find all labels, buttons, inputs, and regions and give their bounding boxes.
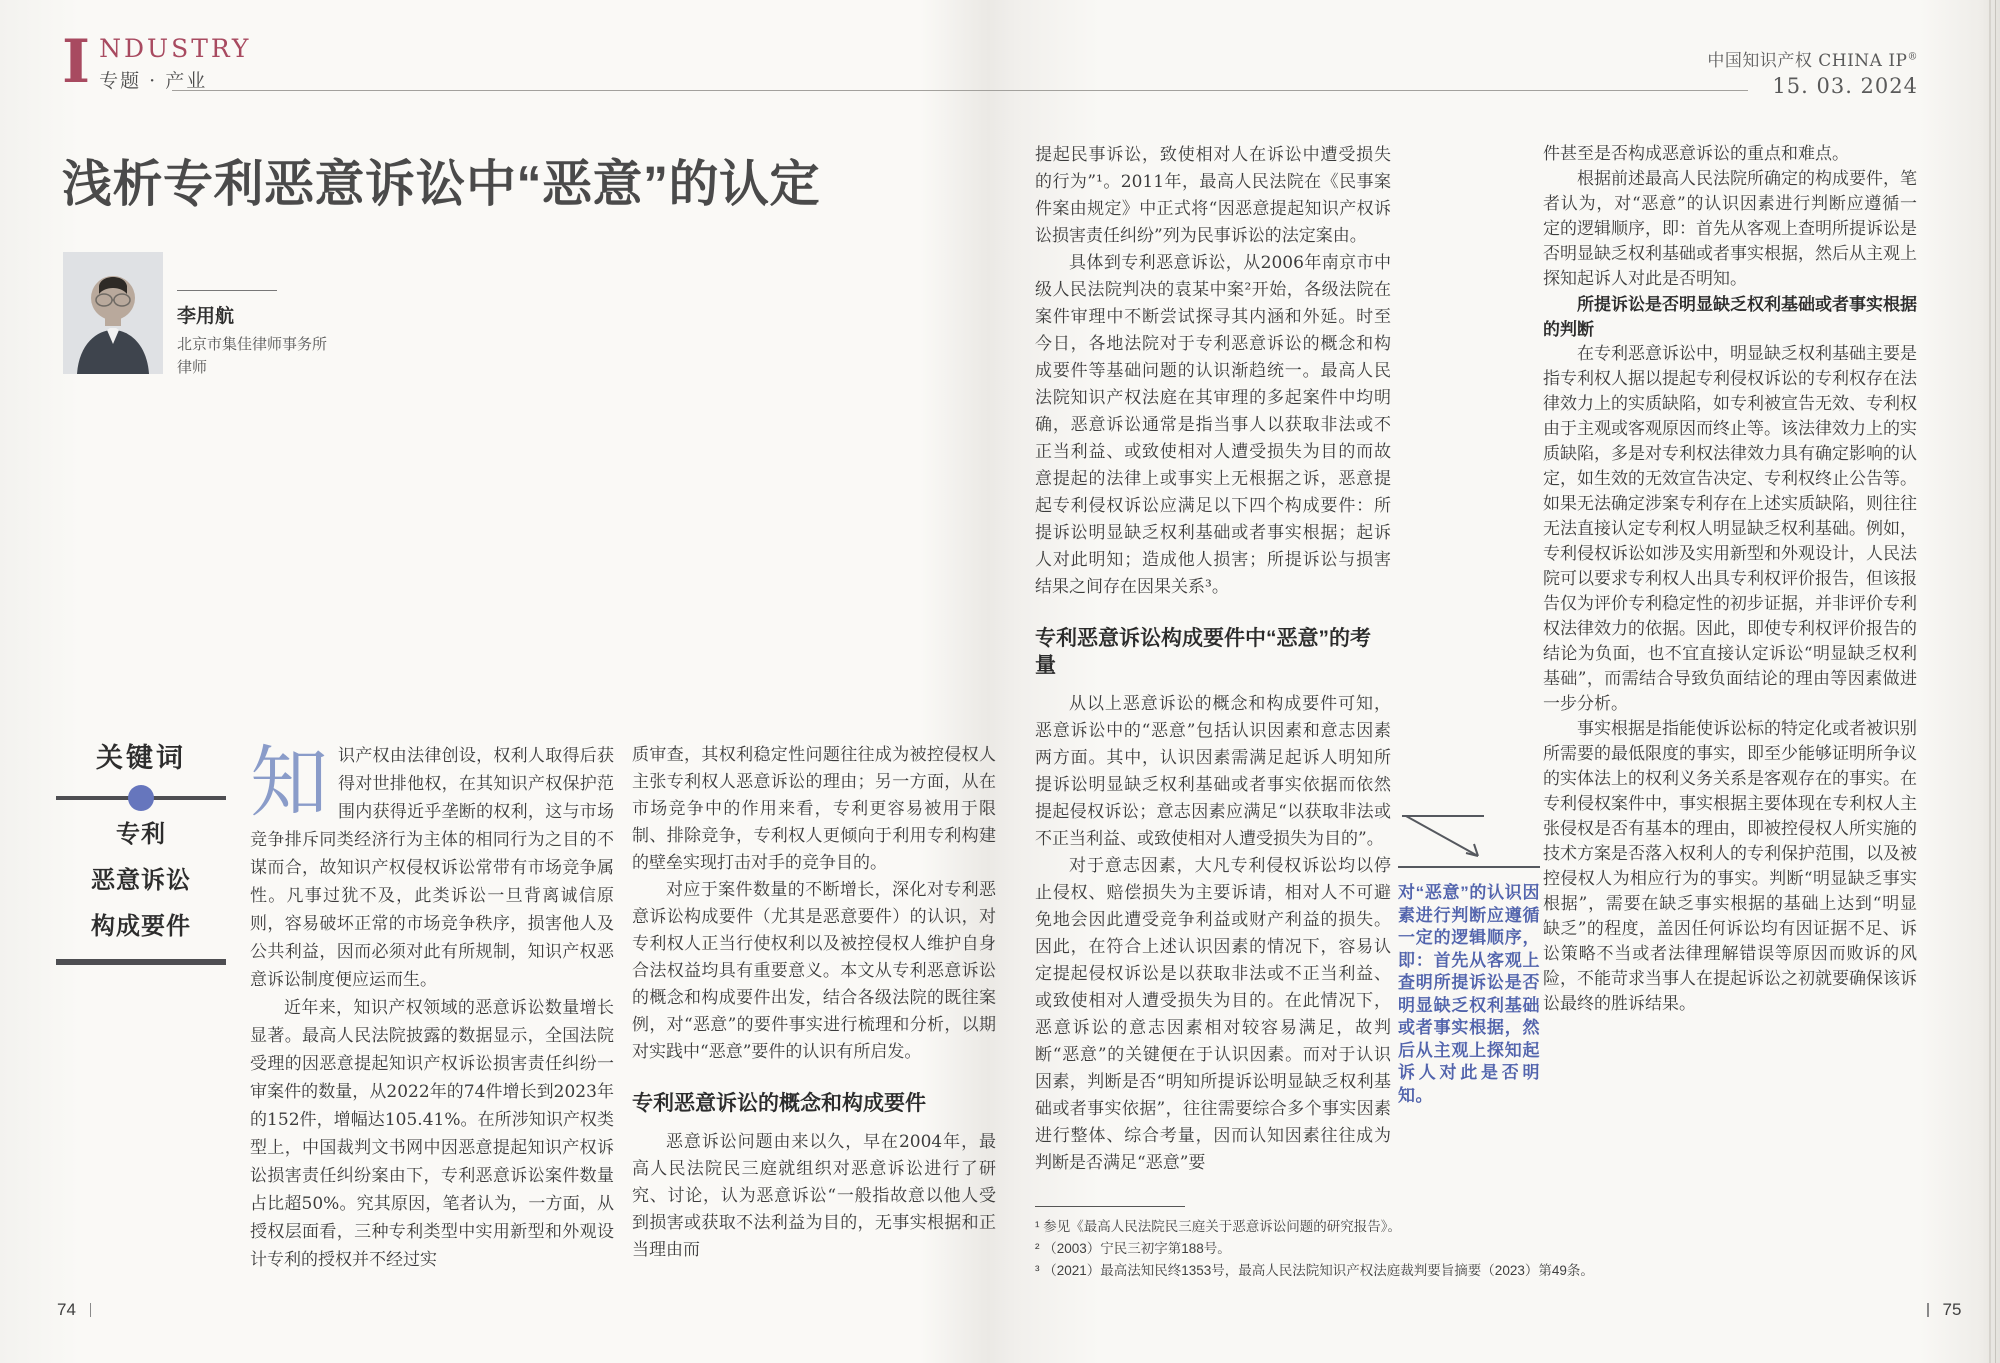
article-column-1 xyxy=(250,738,614,1274)
page-edge-line xyxy=(1995,0,1996,1363)
pull-quote-text: 对“恶意”的认识因素进行判断应遵循一定的逻辑顺序，即：首先从客观上查明所提诉讼是否明显缺乏权利基础或者事实根据，然后从主观上探知起诉人对此是否明知。 xyxy=(1398,883,1540,1105)
pull-quote xyxy=(1398,812,1540,1107)
article-title: 浅析专利恶意诉讼中“恶意”的认定 xyxy=(62,156,820,212)
article-column-2 xyxy=(632,742,996,1264)
sub-heading: 所提诉讼是否明显缺乏权利基础或者事实根据的判断 xyxy=(1543,295,1917,339)
footnote: ¹ 参见《最高人民法院民三庭关于恶意诉讼问题的研究报告》。 xyxy=(1035,1219,1401,1234)
dropcap-character: 知 xyxy=(250,738,329,828)
page-number: 75 xyxy=(1942,1300,1962,1319)
body-paragraph: 件甚至是否构成恶意诉讼的重点和难点。 xyxy=(1543,144,1849,164)
author-photo xyxy=(63,252,163,374)
keyword-item: 恶意诉讼 xyxy=(91,865,191,894)
pull-quote-rule xyxy=(1398,866,1540,868)
body-paragraph: 近年来，知识产权领域的恶意诉讼数量增长显著。最高人民法院披露的数据显示，全国法院受理的因恶意提起知识产权诉讼损害责任纠纷一审案件的数量，从2022年的74件增长到2023年的152件，增幅达105.41%。在所涉知识产权类型上，中国裁判文书网中因恶意提起知识产权诉讼损害责任纠纷案由下，专利恶意诉讼案件数量占比超50%。究其原因，笔者认为，一方面，从授权层面看，三种专利类型中实用新型和外观设计专利的授权并不经过实 xyxy=(250,998,614,1270)
section-heading: 专利恶意诉讼的概念和构成要件 xyxy=(632,1092,926,1115)
author-role: 律师 xyxy=(177,359,208,376)
magazine-name: 中国知识产权 CHINA IP xyxy=(1707,51,1908,71)
magazine-masthead xyxy=(1690,46,1918,98)
keywords-box xyxy=(56,736,226,965)
footnotes xyxy=(1035,1206,1595,1282)
header-rule xyxy=(172,90,1748,91)
registered-mark: ® xyxy=(1907,51,1918,63)
author-affiliation xyxy=(177,333,327,379)
page-number-divider xyxy=(90,1303,92,1317)
body-paragraph xyxy=(250,738,614,994)
author-name: 李用航 xyxy=(177,306,235,327)
section-name-en: NDUSTRY xyxy=(99,34,252,63)
corner-arrow-icon xyxy=(1398,812,1540,862)
body-paragraph: 具体到专利恶意诉讼，从2006年南京市中级人民法院判决的袁某中案²开始，各级法院在案件审理中不断尝试探寻其内涵和外延。时至今日，各地法院对于专利恶意诉讼的概念和构成要件等基础问题的认识渐趋统一。最高人民法院知识产权法庭在其审理的多起案件中均明确，恶意诉讼通常是指当事人以获取非法或不正当利益、或致使相对人遭受损失为目的而故意提起的法律上或事实上无根据之诉，恶意提起专利侵权诉讼应满足以下四个构成要件：所提诉讼明显缺乏权利基础或者事实根据；起诉人对此明知；造成他人损害；所提诉讼与损害结果之间存在因果关系³。 xyxy=(1035,253,1391,597)
article-column-3 xyxy=(1035,142,1391,1177)
body-paragraph: 从以上恶意诉讼的概念和构成要件可知，恶意诉讼中的“恶意”包括认识因素和意志因素两方面。其中，认识因素需满足起诉人明知所提诉讼明显缺乏权利基础或者事实依据而依然提起侵权诉讼；意志因素应满足“以获取非法或不正当利益、或致使相对人遭受损失为目的”。 xyxy=(1035,694,1391,849)
page-edge-line xyxy=(1989,0,1991,1363)
issue-date: 15. 03. 2024 xyxy=(1772,74,1918,98)
paragraph-text: 识产权由法律创设，权利人取得后获得对世排他权，在其知识产权保护范围内获得近乎垄断的权利，这与市场竞争排斥同类经济行为主体的相同行为之目的不谋而合，故知识产权侵权诉讼常带有市场竞争属性。凡事过犹不及，此类诉讼一旦背离诚信原则，容易破坏正常的市场竞争秩序，损害他人及公共利益，因而必须对此有所规制，知识产权恶意诉讼制度便应运而生。 xyxy=(250,746,614,990)
section-header xyxy=(62,27,252,97)
keyword-bullet-dot xyxy=(128,785,154,811)
section-initial: I xyxy=(62,27,91,97)
section-heading: 专利恶意诉讼构成要件中“恶意”的考量 xyxy=(1035,627,1371,677)
body-paragraph: 对于意志因素，大凡专利侵权诉讼均以停止侵权、赔偿损失为主要诉请，相对人不可避免地会因此遭受竞争利益或财产利益的损失。因此，在符合上述认识因素的情况下，容易认定提起侵权诉讼是以获取非法或不正当利益、或致使相对人遭受损失为目的。在此情况下，恶意诉讼的意志因素相对较容易满足，故判断“恶意”的关键便在于认识因素。而对于认识因素，判断是否“明知所提诉讼明显缺乏权利基础或者事实依据”，往往需要综合多个事实因素进行整体、综合考量，因而认知因素往往成为判断是否满足“恶意”要 xyxy=(1035,856,1391,1173)
body-paragraph: 事实根据是指能使诉讼标的特定化或者被识别所需要的最低限度的事实，即至少能够证明所争议的实体法上的权利义务关系是客观存在的事实。在专利侵权案件中，事实根据主要体现在专利权人主张侵权是否有基本的理由，即被控侵权人所实施的技术方案是否落入权利人的专利保护范围，以及被控侵权人为相应行为的事实。判断“明显缺乏事实根据”，需要在缺乏事实根据的基础上达到“明显缺乏”的程度，盖因任何诉讼均有因证据不足、诉讼策略不当或者法律理解错误等原因而败诉的风险，不能苛求当事人在提起诉讼之初就要确保该诉讼最终的胜诉结果。 xyxy=(1543,719,1917,1014)
footnote-rule xyxy=(1035,1206,1185,1207)
keywords-bottom-rule xyxy=(56,959,226,965)
keyword-item: 构成要件 xyxy=(91,911,191,940)
page-number-divider xyxy=(1927,1303,1929,1317)
article-column-4 xyxy=(1543,142,1917,1017)
footnote: ³ （2021）最高法知民终1353号，最高人民法院知识产权法庭裁判要旨摘要（2023）第49条。 xyxy=(1035,1263,1594,1278)
page-number: 74 xyxy=(57,1300,76,1319)
body-paragraph: 对应于案件数量的不断增长，深化对专利恶意诉讼构成要件（尤其是恶意要件）的认识，对专利权人正当行使权利以及被控侵权人维护自身合法权益均具有重要意义。本文从专利恶意诉讼的概念和构成要件出发，结合各级法院的既往案例，对“恶意”的要件事实进行梳理和分析，以期对实践中“恶意”要件的认识有所启发。 xyxy=(632,880,996,1062)
page-number-left xyxy=(57,1300,91,1320)
body-paragraph: 根据前述最高人民法院所确定的构成要件，笔者认为，对“恶意”的认识因素进行判断应遵循一定的逻辑顺序，即：首先从客观上查明所提诉讼是否明显缺乏权利基础或者事实根据，然后从主观上探知起诉人对此是否明知。 xyxy=(1543,169,1917,289)
page-number-right xyxy=(1927,1300,1961,1320)
author-rule xyxy=(177,290,277,291)
keyword-item: 专利 xyxy=(116,819,166,848)
body-paragraph: 恶意诉讼问题由来以久，早在2004年，最高人民法院民三庭就组织对恶意诉讼进行了研究、讨论，认为恶意诉讼“一般指故意以他人受到损害或获取不法利益为目的，无事实根据和正当理由而 xyxy=(632,1132,996,1260)
keywords-heading: 关键词 xyxy=(96,743,186,774)
body-paragraph: 在专利恶意诉讼中，明显缺乏权利基础主要是指专利权人据以提起专利侵权诉讼的专利权存在法律效力上的实质缺陷，如专利被宣告无效、专利权由于主观或客观原因而终止等。该法律效力上的实质缺陷，多是对专利权法律效力具有确定影响的认定，如生效的无效宣告决定、专利权终止公告等。如果无法确定涉案专利存在上述实质缺陷，则往往无法直接认定专利权人明显缺乏权利基础。例如，专利侵权诉讼如涉及实用新型和外观设计，人民法院可以要求专利权人出具专利权评价报告，但该报告仅为评价专利稳定性的初步证据，并非评价专利权法律效力的依据。因此，即使专利权评价报告的结论为负面，也不宜直接认定诉讼“明显缺乏权利基础”，而需结合导致负面结论的理由等因素做进一步分析。 xyxy=(1543,344,1917,714)
body-paragraph: 质审查，其权利稳定性问题往往成为被控侵权人主张专利权人恶意诉讼的理由；另一方面，从在市场竞争中的作用来看，专利更容易被用于限制、排除竞争，专利权人更倾向于利用专利构建的壁垒实现打击对手的竞争目的。 xyxy=(632,745,996,873)
author-organization: 北京市集佳律师事务所 xyxy=(177,336,328,353)
body-paragraph: 提起民事诉讼，致使相对人在诉讼中遭受损失的行为”¹。2011年，最高人民法院在《民事案件案由规定》中正式将“因恶意提起知识产权诉讼损害责任纠纷”列为民事诉讼的法定案由。 xyxy=(1035,145,1391,246)
person-icon xyxy=(63,252,163,374)
keywords-divider xyxy=(56,785,226,811)
footnote: ² （2003）宁民三初字第188号。 xyxy=(1035,1241,1231,1256)
section-name-cn: 专题 · 产业 xyxy=(99,70,208,92)
